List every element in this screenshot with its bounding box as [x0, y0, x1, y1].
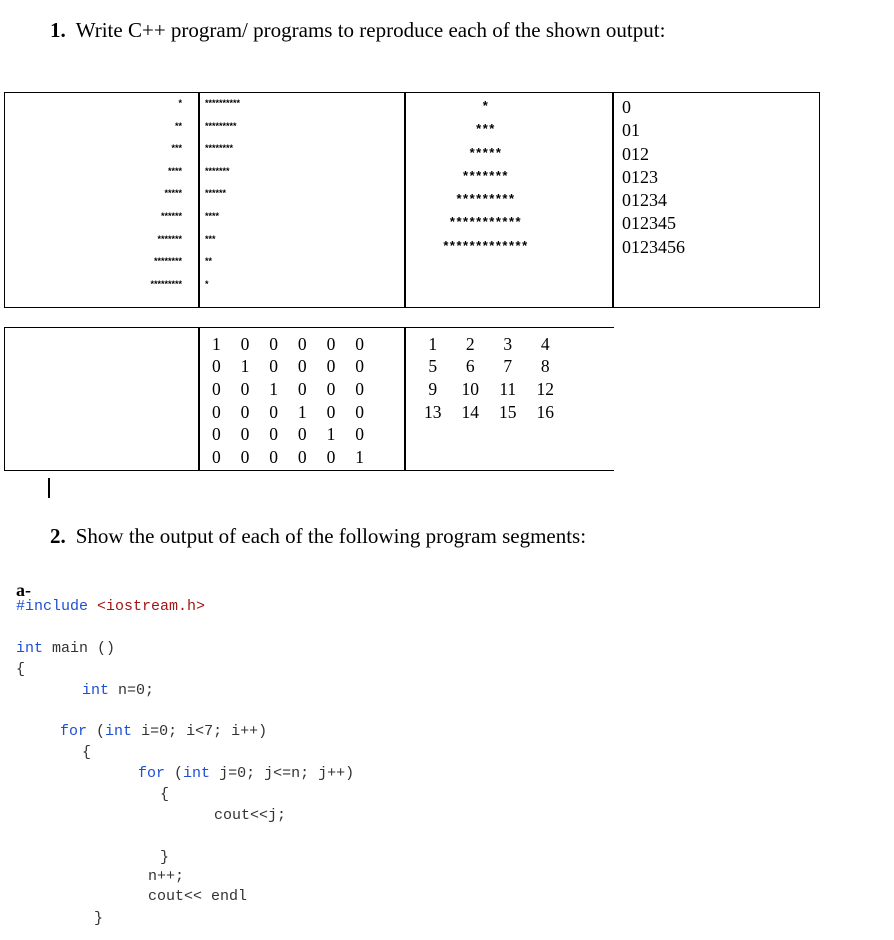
table-row — [202, 401, 374, 424]
table1-divider-2 — [404, 92, 406, 308]
table-cell: 3 — [503, 333, 513, 354]
table-row — [414, 356, 564, 379]
star-row: ******** — [205, 143, 234, 154]
int-keyword: int — [183, 765, 211, 782]
right-aligned-star-triangle — [80, 92, 182, 295]
table-cell: 6 — [465, 356, 475, 377]
endl-line: cout<< endl — [148, 888, 248, 905]
segment-label: a- — [16, 580, 31, 600]
table-cell: 8 — [540, 356, 550, 377]
int-keyword: int — [82, 682, 110, 699]
inner-open-brace: { — [160, 786, 170, 803]
table-cell: 10 — [461, 378, 479, 399]
star-row: *********** — [449, 214, 523, 230]
number-row: 0123 — [622, 166, 658, 187]
table-cell: 0 — [355, 356, 365, 377]
table-cell: 0 — [240, 446, 250, 467]
star-row: ******* — [463, 167, 509, 183]
table-cell: 0 — [240, 378, 250, 399]
table-cell: 0 — [211, 446, 221, 467]
table-cell: 0 — [326, 401, 336, 422]
number-row: 012 — [622, 143, 649, 164]
declaration-line — [82, 682, 154, 699]
main-text: main () — [52, 640, 116, 657]
number-row: 012345 — [622, 213, 676, 234]
star-row: *** — [205, 233, 216, 244]
number-grid — [414, 333, 564, 423]
number-row: 01234 — [622, 190, 667, 211]
star-row: ********* — [205, 120, 237, 131]
table-cell: 2 — [465, 333, 475, 354]
star-row: *** — [476, 121, 496, 137]
star-row: ****** — [160, 210, 182, 221]
question-1-text: Write C++ program/ programs to reproduce each of the shown output: — [75, 18, 666, 42]
star-row: ******* — [205, 165, 230, 176]
table-cell: 0 — [269, 424, 279, 445]
star-row: ***** — [469, 144, 503, 160]
table-cell: 1 — [326, 424, 336, 445]
question-1-number: 1. — [50, 18, 66, 42]
star-row: **** — [167, 165, 182, 176]
include-file: <iostream.h> — [97, 598, 206, 615]
table-cell: 5 — [428, 356, 438, 377]
table-cell: 0 — [240, 424, 250, 445]
table-cell: 1 — [211, 333, 221, 354]
main-signature — [16, 640, 115, 657]
star-row: ******** — [153, 256, 182, 267]
table-cell: 0 — [297, 424, 307, 445]
table-row — [414, 401, 564, 424]
table-cell: 0 — [211, 401, 221, 422]
table-cell: 12 — [536, 378, 554, 399]
declaration-text: n=0; — [118, 682, 155, 699]
number-row: 0123456 — [622, 236, 685, 257]
int-keyword: int — [105, 723, 133, 740]
table-cell: 0 — [297, 333, 307, 354]
table-cell: 13 — [424, 401, 442, 422]
include-keyword: #include — [16, 598, 89, 615]
inner-for-line: for (int j=0; j<=n; j++) — [138, 765, 355, 782]
star-row: ** — [205, 256, 213, 267]
star-row: ********* — [150, 278, 182, 289]
increment-line: n++; — [148, 868, 185, 885]
table-cell: 0 — [211, 424, 221, 445]
table-cell: 0 — [297, 378, 307, 399]
table-row — [414, 378, 564, 401]
table-cell: 16 — [536, 401, 554, 422]
for-keyword: for — [60, 723, 88, 740]
star-row: ****** — [205, 188, 227, 199]
table-cell: 0 — [269, 401, 279, 422]
table-cell: 0 — [355, 333, 365, 354]
table-cell: 0 — [355, 424, 365, 445]
question-2-number: 2. — [50, 524, 66, 548]
star-row: * — [482, 98, 490, 113]
table-row — [202, 446, 374, 469]
table1-divider-3 — [612, 92, 614, 308]
table-cell: 0 — [269, 356, 279, 377]
table-cell: 7 — [503, 356, 513, 377]
question-2-text: Show the output of each of the following program segments: — [75, 524, 587, 548]
for-keyword: for — [138, 765, 166, 782]
table1-divider-1 — [198, 92, 200, 308]
table-cell: 0 — [326, 356, 336, 377]
star-row: ** — [174, 120, 182, 131]
table-cell: 0 — [269, 446, 279, 467]
table-cell: 0 — [326, 378, 336, 399]
int-keyword: int — [16, 640, 44, 657]
table-cell: 15 — [499, 401, 517, 422]
table-cell: 0 — [355, 401, 365, 422]
star-row: * — [178, 98, 182, 108]
table-row — [202, 333, 374, 356]
table-cell: 9 — [428, 378, 438, 399]
table-cell: 1 — [297, 401, 307, 422]
inverted-star-triangle — [205, 92, 355, 295]
table-cell: 0 — [297, 356, 307, 377]
question-1 — [50, 18, 665, 43]
table-row — [202, 378, 374, 401]
table-row — [414, 333, 564, 356]
cout-j-line: cout<<j; — [214, 807, 287, 824]
star-row: * — [205, 278, 209, 289]
inner-loop-text: j=0; j<=n; j++) — [219, 765, 355, 782]
star-row: ***** — [164, 188, 182, 199]
number-triangle — [622, 96, 685, 259]
table-cell: 1 — [240, 356, 250, 377]
outer-open-brace: { — [82, 744, 92, 761]
table-cell: 0 — [269, 333, 279, 354]
star-row: *** — [171, 143, 182, 154]
star-row: ******* — [157, 233, 182, 244]
inner-close-brace: } — [160, 849, 170, 866]
star-pyramid — [420, 94, 552, 257]
table-row — [202, 356, 374, 379]
table-cell: 4 — [540, 333, 550, 354]
table-cell: 1 — [269, 378, 279, 399]
table-cell: 0 — [326, 333, 336, 354]
star-row: ************* — [443, 237, 529, 253]
table-cell: 0 — [211, 356, 221, 377]
outer-for-line: for (int i=0; i<7; i++) — [60, 723, 268, 740]
table2-divider-2 — [404, 327, 406, 471]
identity-matrix — [202, 333, 374, 469]
star-row: ********** — [205, 98, 241, 108]
number-row: 01 — [622, 120, 640, 141]
star-row: ********* — [456, 191, 516, 207]
table-cell: 0 — [240, 401, 250, 422]
table-cell: 0 — [297, 446, 307, 467]
table-cell: 0 — [355, 378, 365, 399]
question-2 — [50, 524, 586, 549]
table-row — [202, 423, 374, 446]
include-line — [16, 598, 205, 615]
number-row: 0 — [622, 97, 631, 117]
table-cell: 1 — [355, 446, 365, 467]
outer-close-brace: } — [94, 910, 104, 927]
table-cell: 14 — [461, 401, 479, 422]
main-open-brace: { — [16, 661, 26, 678]
table-cell: 11 — [499, 378, 517, 399]
table-cell: 1 — [428, 333, 438, 354]
outer-loop-text: i=0; i<7; i++) — [141, 723, 268, 740]
star-row: **** — [205, 210, 220, 221]
table2-divider-1 — [198, 327, 200, 471]
text-cursor — [48, 478, 50, 498]
table-cell: 0 — [240, 333, 250, 354]
table-cell: 0 — [211, 378, 221, 399]
table-cell: 0 — [326, 446, 336, 467]
